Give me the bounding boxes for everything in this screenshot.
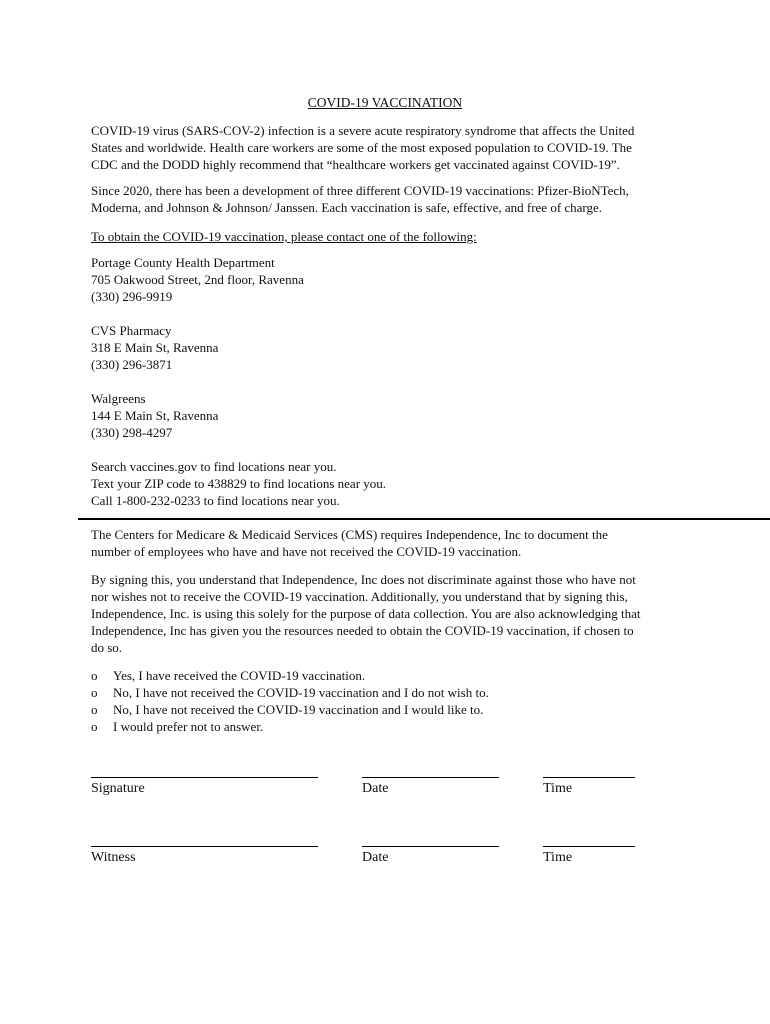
contact-heading: To obtain the COVID-19 vaccination, please contact one of the following: bbox=[91, 229, 477, 244]
search-instructions bbox=[91, 458, 691, 509]
search-line: Text your ZIP code to 438829 to find locations near you. bbox=[91, 476, 387, 491]
witness-date-label: Date bbox=[362, 850, 389, 865]
signing-line: Independence, Inc has given you the resources needed to obtain the COVID-19 vaccination, if chosen to bbox=[91, 623, 634, 638]
signing-line: do so. bbox=[91, 640, 123, 655]
cms-paragraph bbox=[91, 526, 691, 560]
signing-line: By signing this, you understand that Independence, Inc does not discriminate against those who have not bbox=[91, 572, 636, 587]
location-block bbox=[91, 390, 691, 441]
cms-line: The Centers for Medicare & Medicaid Services (CMS) requires Independence, Inc to document the bbox=[91, 527, 608, 542]
signing-paragraph bbox=[91, 571, 691, 656]
witness-date-line[interactable] bbox=[362, 846, 499, 847]
option-label: Yes, I have received the COVID-19 vaccination. bbox=[113, 668, 366, 683]
since-line: Since 2020, there has been a development of three different COVID-19 vaccinations: Pfizer-BioNTech, bbox=[91, 183, 629, 198]
location-address: 318 E Main St, Ravenna bbox=[91, 340, 219, 355]
intro-paragraph bbox=[91, 122, 691, 173]
signing-line: Independence, Inc. is using this solely for the purpose of data collection. You are also acknowledging that bbox=[91, 606, 641, 621]
signature-time-label: Time bbox=[543, 781, 573, 796]
signature-label: Signature bbox=[91, 781, 145, 796]
radio-bullet-icon[interactable]: o bbox=[91, 668, 98, 683]
signing-line: nor wishes not to receive the COVID-19 vaccination. Additionally, you understand that by signing this, bbox=[91, 589, 628, 604]
option-not-received-no-wish[interactable] bbox=[91, 684, 489, 701]
document-title: COVID-19 VACCINATION bbox=[307, 95, 463, 110]
location-phone: (330) 296-3871 bbox=[91, 357, 173, 372]
section-divider bbox=[78, 518, 770, 520]
option-label: No, I have not received the COVID-19 vaccination and I would like to. bbox=[113, 702, 484, 717]
location-address: 144 E Main St, Ravenna bbox=[91, 408, 219, 423]
location-address: 705 Oakwood Street, 2nd floor, Ravenna bbox=[91, 272, 304, 287]
intro-line: States and worldwide. Health care workers are some of the most exposed population to COVID-19. The bbox=[91, 140, 632, 155]
location-block bbox=[91, 254, 691, 305]
witness-time-label: Time bbox=[543, 850, 573, 865]
option-received[interactable] bbox=[91, 667, 365, 684]
option-label: I would prefer not to answer. bbox=[113, 719, 264, 734]
search-line: Call 1-800-232-0233 to find locations near you. bbox=[91, 493, 340, 508]
location-name: Walgreens bbox=[91, 391, 146, 406]
cms-line: number of employees who have and have not received the COVID-19 vaccination. bbox=[91, 544, 522, 559]
signature-date-line[interactable] bbox=[362, 777, 499, 778]
since-line: Moderna, and Johnson & Johnson/ Janssen. Each vaccination is safe, effective, and free of charge. bbox=[91, 200, 603, 215]
location-name: CVS Pharmacy bbox=[91, 323, 172, 338]
option-prefer-not-answer[interactable] bbox=[91, 718, 263, 735]
witness-line[interactable] bbox=[91, 846, 318, 847]
option-label: No, I have not received the COVID-19 vaccination and I do not wish to. bbox=[113, 685, 489, 700]
signature-time-line[interactable] bbox=[543, 777, 635, 778]
intro-line: COVID-19 virus (SARS-COV-2) infection is a severe acute respiratory syndrome that affects the United bbox=[91, 123, 635, 138]
witness-label: Witness bbox=[91, 850, 136, 865]
location-block bbox=[91, 322, 691, 373]
location-phone: (330) 296-9919 bbox=[91, 289, 173, 304]
intro-line: CDC and the DODD highly recommend that “healthcare workers get vaccinated against COVID-19”. bbox=[91, 157, 620, 172]
search-line: Search vaccines.gov to find locations near you. bbox=[91, 459, 337, 474]
location-name: Portage County Health Department bbox=[91, 255, 275, 270]
location-phone: (330) 298-4297 bbox=[91, 425, 173, 440]
vaccine-development-paragraph bbox=[91, 182, 691, 216]
witness-time-line[interactable] bbox=[543, 846, 635, 847]
radio-bullet-icon[interactable]: o bbox=[91, 702, 98, 717]
signature-date-label: Date bbox=[362, 781, 389, 796]
signature-line[interactable] bbox=[91, 777, 318, 778]
option-not-received-would-like[interactable] bbox=[91, 701, 483, 718]
radio-bullet-icon[interactable]: o bbox=[91, 719, 98, 734]
radio-bullet-icon[interactable]: o bbox=[91, 685, 98, 700]
